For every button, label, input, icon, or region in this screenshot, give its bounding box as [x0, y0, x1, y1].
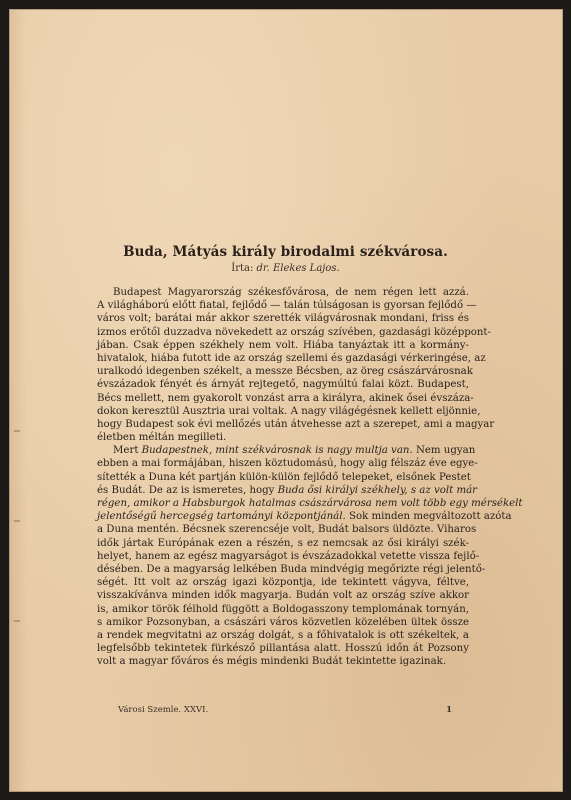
body-line-text: izmos erőtől duzzadva növekedett az ország szívében, gazdasági középpont-	[97, 326, 491, 338]
body-line	[97, 576, 469, 589]
body-line-text: város volt; barátai már akkor szerették világvárosnak mondani, friss és	[97, 313, 469, 325]
body-line	[97, 392, 474, 405]
body-line-text: ebben a mai formájában, hiszen köztudomású, hogy alig félszáz éve egye-	[97, 458, 478, 470]
body-line-text: a Duna mentén. Bécsnek szerencséje volt, Budát balsors üldözte. Viharos	[97, 524, 477, 536]
body-line	[97, 642, 469, 655]
body-line-text: évszázadok fényét és árnyát rejtegető, nagymúltú falai közt. Budapest,	[97, 379, 469, 391]
body-line-text: s amikor Pozsonyban, a császári város közvetlen közelében ültek össze	[97, 616, 469, 628]
body-line-text: idők jártak Európának ezen a részén, s ez nemcsak az ősi királyi szék-	[97, 537, 469, 549]
body-line-text: Sok minden megváltozott azóta	[345, 511, 512, 523]
body-line	[97, 339, 469, 352]
body-line-text: életben méltán megilleti.	[97, 432, 227, 444]
body-line	[97, 299, 477, 312]
body-line-text: sítették a Duna két partján külön-külön fejlődő telepeket, elsőnek Pestet	[97, 471, 471, 483]
page-number: 1	[446, 705, 452, 715]
body-line	[97, 510, 512, 523]
body-line	[97, 603, 469, 616]
body-line	[97, 365, 473, 378]
body-line-text: jában. Csak éppen székhely nem volt. Hiába tanyáztak itt a kormány-	[97, 339, 469, 351]
body-line	[97, 352, 486, 365]
body-line-text: ségét. Itt volt az ország igazi központja, ide tekintett vágyva, féltve,	[97, 577, 469, 589]
binding-stitch	[14, 620, 20, 622]
body-line	[97, 312, 469, 325]
body-line-text: és Budát. De az is ismeretes, hogy	[97, 484, 278, 496]
body-line	[97, 550, 480, 563]
body-line	[97, 418, 495, 431]
body-line-text: visszakívánva minden idők magyarja. Budán volt az ország szíve akkor	[97, 590, 469, 602]
body-line-text: legfelsőbb tekintetek fürkésző pillantása alatt. Hosszú időn át Pozsony	[97, 643, 469, 655]
body-line	[97, 655, 469, 668]
body-line	[97, 589, 469, 602]
body-line	[97, 457, 478, 470]
body-line-italic: Budapestnek, mint székvárosnak is nagy multja van.	[141, 445, 413, 457]
body-line-text: Budapest Magyarország székesfővárosa, de nem régen lett azzá.	[113, 287, 469, 298]
body-line-text: A világháború előtt fiatal, fejlődő — talán túlságosan is gyorsan fejlődő —	[97, 300, 477, 312]
body-line-text: Nem ugyan	[412, 445, 476, 457]
article-body	[97, 286, 523, 668]
body-line-text: Mert	[113, 445, 142, 457]
body-line-text: désében. De a magyarság lelkében Buda mindvégig megőrizte régi jelentő-	[97, 563, 486, 575]
body-line	[97, 497, 523, 510]
binding-stitch	[14, 520, 20, 522]
body-line-text: hivatalok, hiába futott ide az ország szellemi és gazdasági vérkeringése, az	[97, 352, 486, 364]
body-line	[97, 444, 476, 457]
body-line	[97, 431, 469, 444]
body-line-text: helyet, hanem az egész magyarságot is évszázadokkal vetette vissza fejlő-	[97, 550, 480, 562]
binding-stitch	[14, 430, 20, 432]
body-line-italic: régen, amikor a Habsburgok hatalmas császárvárosa nem volt több egy mérsékelt	[97, 498, 523, 509]
byline-prefix: Írta:	[231, 263, 257, 274]
body-line-text: volt a magyar főváros és mégis mindenki Budát tekintette igazinak.	[97, 656, 447, 668]
body-line-text: uralkodó idegenben székelt, a messze Bécsben, az öreg császárvárosnak	[97, 366, 473, 378]
body-line	[97, 563, 486, 576]
byline-author: dr. Elekes Lajos.	[256, 263, 340, 274]
journal-reference: Városi Szemle. XXVI.	[118, 705, 209, 715]
article-byline	[0, 263, 571, 274]
body-line-italic: Buda ősi királyi székhely, s az volt már	[277, 484, 478, 496]
body-line	[97, 537, 469, 550]
body-line-italic: jelentőségű hercegség tartományi központjánál.	[97, 511, 346, 523]
article-title: Buda, Mátyás király birodalmi székvárosa.	[123, 244, 448, 260]
body-line	[97, 523, 477, 536]
body-line-text: dokon keresztül Ausztria urai voltak. A nagy világégésnek kellett eljönnie,	[97, 405, 481, 417]
body-line-text: hogy Budapest sok évi mellőzés után átvehesse azt a szerepet, ami a magyar	[97, 418, 495, 430]
body-line	[97, 378, 469, 391]
body-line	[97, 484, 478, 497]
body-line	[97, 286, 469, 299]
body-line-text: Bécs mellett, nem gyakorolt vonzást arra a királyra, akinek ősei évszáza-	[97, 392, 474, 404]
body-line-text: is, amikor török félhold függött a Boldogasszony templomának tornyán,	[97, 603, 469, 615]
body-line	[97, 326, 491, 339]
body-line	[97, 616, 469, 629]
body-line	[97, 471, 469, 484]
body-line	[97, 629, 469, 642]
body-line-text: a rendek megvitatni az ország dolgát, s a főhivatalok is ott székeltek, a	[97, 629, 469, 641]
body-line	[97, 405, 481, 418]
